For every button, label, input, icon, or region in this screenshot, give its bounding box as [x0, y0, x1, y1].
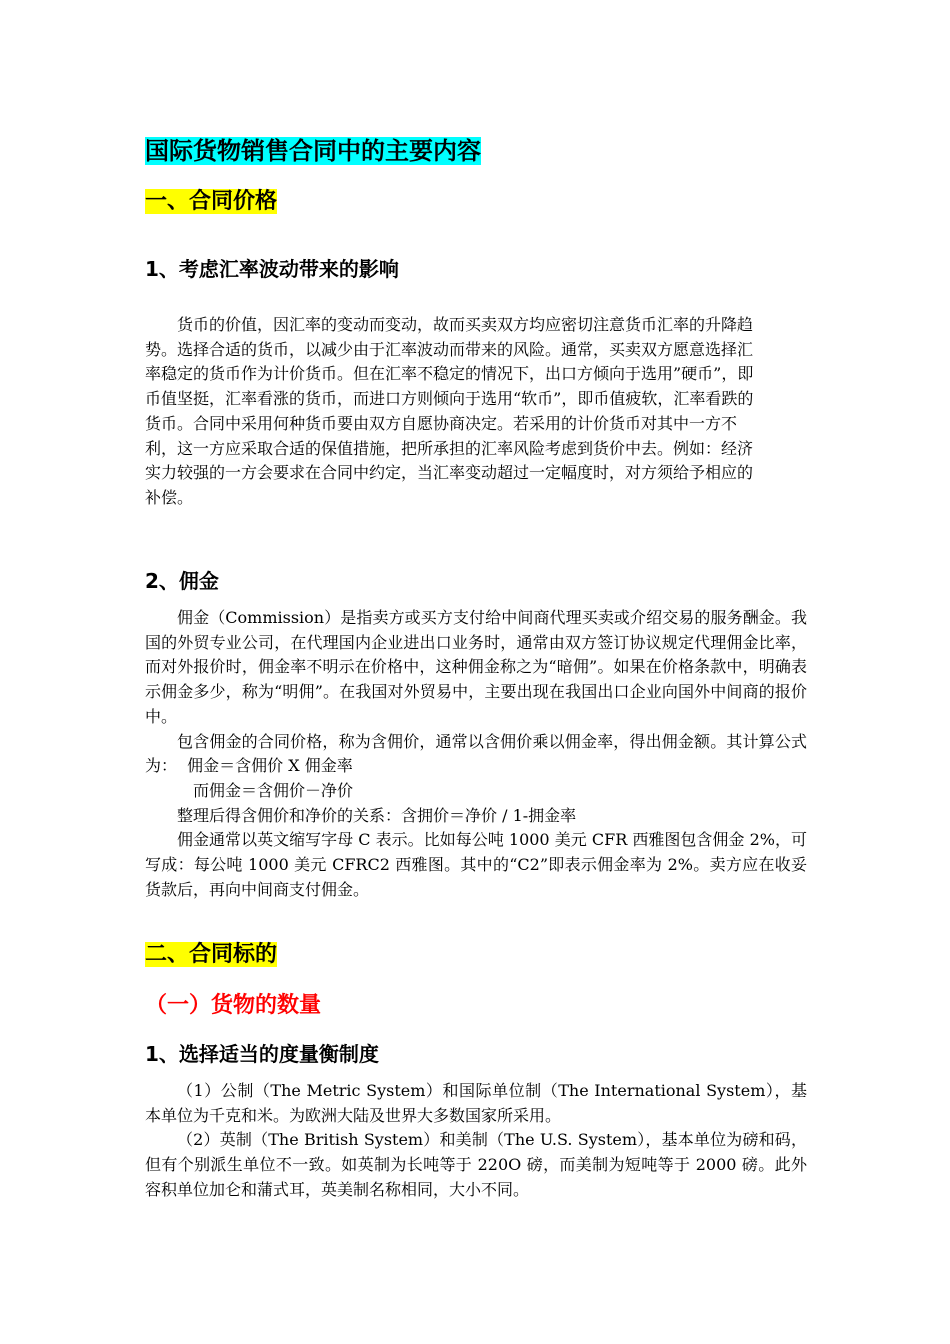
section-heading-text: 二、合同标的 — [145, 942, 278, 967]
paragraph-group-commission — [145, 606, 807, 902]
page-title-text: 国际货物销售合同中的主要内容 — [145, 137, 481, 165]
subsection-heading-commission: 2、佣金 — [145, 569, 219, 593]
paragraph-commission-example: 佣金通常以英文缩写字母 C 表示。比如每公吨 1000 美元 CFR 西雅图包含佣金 2%，可写成：每公吨 1000 美元 CFRC2 西雅图。其中的“C2”即表示佣金率为 2%。卖方应在收妥货款后，再向中间商支付佣金。 — [145, 830, 807, 899]
section-heading-contract-subject — [145, 939, 277, 971]
paragraph-group-measurement — [145, 1079, 807, 1203]
subsection-heading-exchange-rate: 1、考虑汇率波动带来的影响 — [145, 257, 399, 281]
paragraph-exchange-rate — [145, 313, 807, 511]
page-title — [145, 134, 481, 168]
section-heading-text: 一、合同价格 — [145, 189, 278, 214]
paragraph-metric-system: （1）公制（The Metric System）和国际单位制（The International System），基本单位为千克和米。为欧洲大陆及世界大多数国家所采用。 — [145, 1081, 807, 1125]
section-heading-contract-price — [145, 186, 277, 218]
paragraph-commission-formula: 包含佣金的合同价格，称为含佣价，通常以含佣价乘以佣金率，得出佣金额。其计算公式为： 佣金＝含佣价 X 佣金率 — [145, 731, 807, 776]
paragraph-commission-definition: 佣金（Commission）是指卖方或买方支付给中间商代理买卖或介绍交易的服务酬金。我国的外贸专业公司，在代理国内企业进出口业务时，通常由双方签订协议规定代理佣金比率，而对外报价时，佣金率不明示在价格中，这种佣金称之为“暗佣”。如果在价格条款中，明确表示佣金多少，称为“明佣”。在我国对外贸易中，主要出现在我国出口企业向国外中间商的报价中。 — [145, 608, 807, 726]
paragraph-commission-net-price: 而佣金＝含佣价－净价 — [193, 780, 354, 800]
paragraph-commission-relation: 整理后得含佣价和净价的关系：含拥价＝净价 / 1-拥金率 — [177, 805, 577, 825]
paragraph-british-us-system: （2）英制（The British System）和美制（The U.S. System），基本单位为磅和码，但有个别派生单位不一致。如英制为长吨等于 220O 磅，而美制为短吨等于 2000 磅。此外容积单位加仑和蒲式耳，英美制名称相同，大小不同。 — [145, 1130, 807, 1199]
section-subheading-goods-quantity: （一）货物的数量 — [145, 993, 322, 1018]
subsection-heading-measurement-system: 1、选择适当的度量衡制度 — [145, 1042, 379, 1066]
paragraph-text: 货币的价值，因汇率的变动而变动，故而买卖双方均应密切注意货币汇率的升降趋势。选择合适的货币，以减少由于汇率波动而带来的风险。通常，买卖双方愿意选择汇率稳定的货币作为计价货币。但在汇率不稳定的情况下，出口方倾向于选用”硬币”，即币值坚挺，汇率看涨的货币，而进口方则倾向于选用“软币”，即币值疲软，汇率看跌的货币。合同中采用何种货币要由双方自愿协商决定。若采用的计价货币对其中一方不利，这一方应采取合适的保值措施，把所承担的汇率风险考虑到货价中去。例如：经济实力较强的一方会要求在合同中约定，当汇率变动超过一定幅度时，对方须给予相应的补偿。 — [145, 315, 754, 507]
